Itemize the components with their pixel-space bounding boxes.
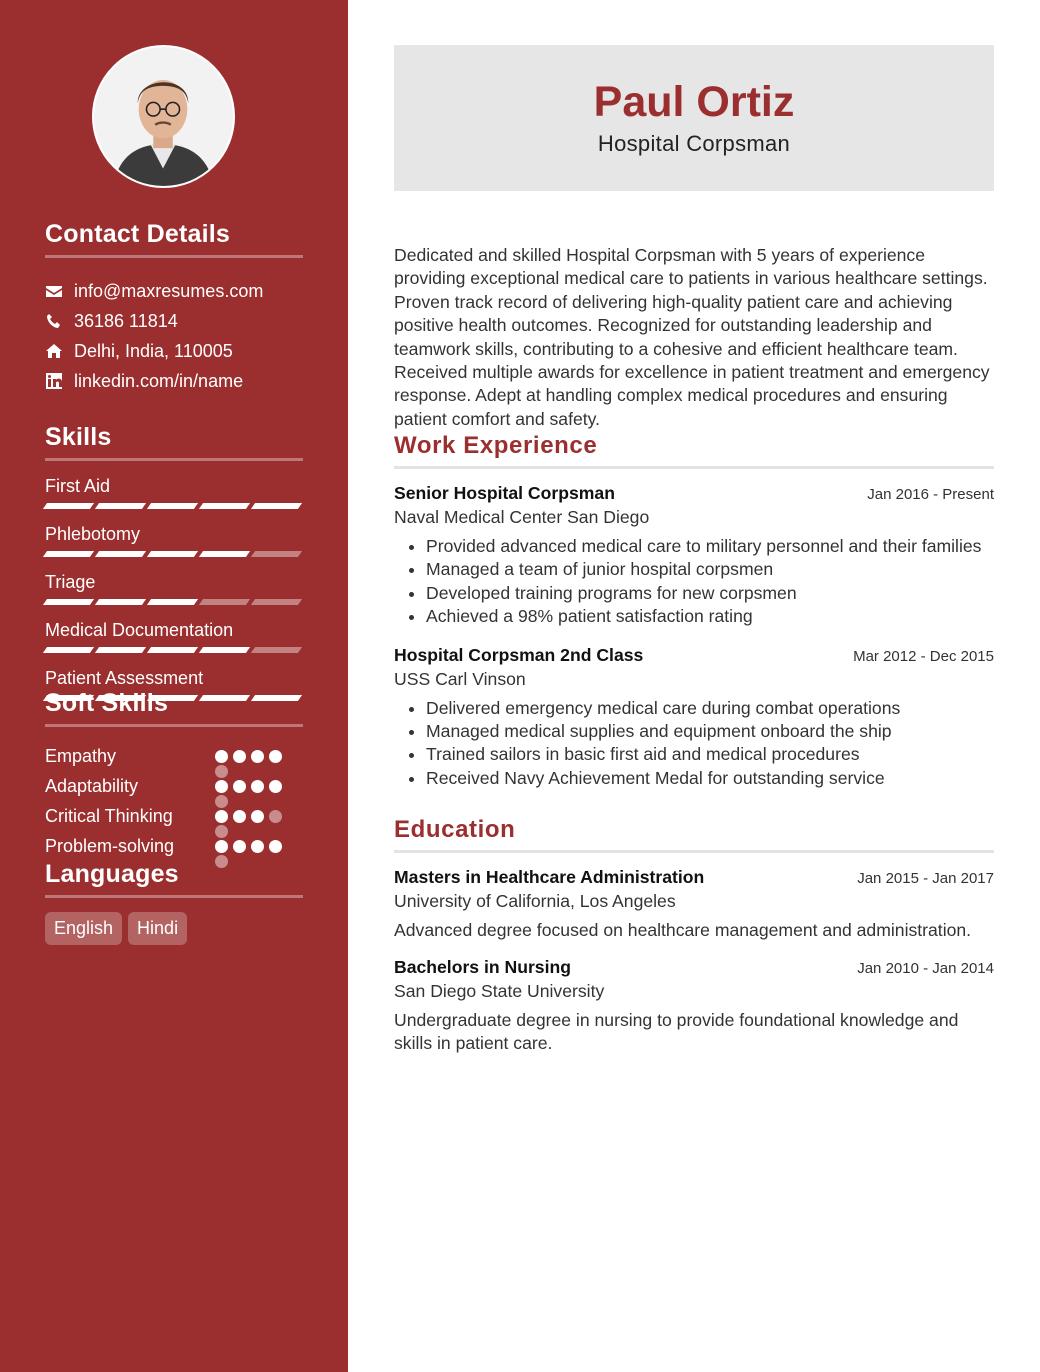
soft-skill-rating [215,780,282,793]
rating-dot [233,810,246,823]
skill-level-segment [43,599,94,605]
rating-dot [215,840,228,853]
linkedin-icon [45,372,63,390]
rating-dot [269,840,282,853]
skills-heading: Skills [45,423,303,461]
soft-skill-rating [215,810,282,823]
rating-dot [251,840,264,853]
education-section [394,816,994,1056]
skill-item [45,619,303,653]
skill-item [45,475,303,509]
contact-section [45,220,303,396]
job-date: Mar 2012 - Dec 2015 [853,647,994,665]
job-bullet: • Achieved a 98% patient satisfaction rating [426,605,994,628]
work-experience-heading: Work Experience [394,432,994,469]
rating-dot [269,780,282,793]
candidate-name: Paul Ortiz [593,78,795,126]
language-tag: English [45,912,122,945]
name-header [394,45,994,191]
education-heading: Education [394,816,994,853]
profile-summary: Dedicated and skilled Hospital Corpsman with 5 years of experience providing exceptional medical care to patients in various healthcare settings. Proven track record of delivering high-quality patient care and achieving positive health outcomes. Recognized for outstanding leadership and teamwork skills, contributing to a cohesive and efficient healthcare team. Received multiple awards for excellence in patient treatment and emergency response. Adept at handling complex medical procedures and ensuring patient comfort and safety. [394,245,990,429]
skill-level-segment [43,551,94,557]
skill-level-segment [147,551,198,557]
degree-school: University of California, Los Angeles [394,891,676,911]
skill-level-segment [251,503,302,509]
soft-skills-list [45,741,303,861]
skill-name: Triage [45,572,96,592]
rating-dot [269,810,282,823]
soft-skill-item [45,741,303,771]
contact-linkedin[interactable] [45,366,303,396]
skill-level-segment [95,599,146,605]
job-bullet: • Managed a team of junior hospital corpsmen [426,558,994,581]
skill-level-segment [147,647,198,653]
degree-date: Jan 2015 - Jan 2017 [857,870,994,887]
contact-heading: Contact Details [45,220,303,258]
degree-title: Bachelors in Nursing [394,956,571,977]
rating-dot [251,810,264,823]
contact-linkedin-text: linkedin.com/in/name [74,370,244,391]
job-bullet: • Received Navy Achievement Medal for outstanding service [426,767,994,790]
skills-list [45,475,303,701]
rating-dot [215,780,228,793]
skill-level-segment [43,503,94,509]
soft-skill-name: Problem-solving [45,835,175,856]
job-entry [394,483,994,629]
skill-level-segment [251,599,302,605]
job-bullet: • Provided advanced medical care to military personnel and their families [426,535,994,558]
skill-level-segment [199,503,250,509]
contact-list [45,276,303,396]
skill-level-bar [45,647,303,653]
job-bullet: • Managed medical supplies and equipment onboard the ship [426,720,994,743]
skills-section [45,423,303,701]
rating-dot [251,780,264,793]
skill-level-bar [45,599,303,605]
skill-level-segment [43,647,94,653]
job-title: Hospital Corpsman 2nd Class [394,644,644,665]
soft-skill-name: Critical Thinking [45,805,173,826]
work-experience-section [394,432,994,790]
skill-item [45,523,303,557]
soft-skills-section [45,689,303,861]
rating-dot [233,840,246,853]
rating-dot [233,780,246,793]
rating-dot [215,810,228,823]
skill-name: Phlebotomy [45,524,141,544]
soft-skill-name: Adaptability [45,775,139,796]
contact-email[interactable] [45,276,303,306]
skill-level-segment [199,647,250,653]
skill-level-segment [95,503,146,509]
home-icon [45,342,63,360]
soft-skill-name: Empathy [45,745,117,766]
skill-name: First Aid [45,476,111,496]
education-entry [394,957,994,1056]
degree-school: San Diego State University [394,980,605,1001]
sidebar [0,0,348,1372]
job-bullets [394,535,994,629]
skill-level-segment [147,503,198,509]
job-bullet: • Developed training programs for new corpsmen [426,582,994,605]
phone-icon [45,312,63,330]
rating-dot [269,750,282,763]
degree-description: Advanced degree focused on healthcare management and administration. [394,920,972,940]
languages-section [45,860,303,945]
job-date: Jan 2016 - Present [867,486,994,503]
skill-level-segment [95,647,146,653]
skill-name: Medical Documentation [45,620,234,640]
profile-photo [94,47,233,186]
degree-description: Undergraduate degree in nursing to provide foundational knowledge and skills in patient care. [394,1009,959,1054]
skill-level-segment [251,551,302,557]
contact-phone-text: 36186 11814 [74,310,178,331]
job-entry [394,645,994,791]
soft-skills-heading: Soft Skills [45,689,303,727]
avatar [92,45,235,188]
education-entry [394,867,994,943]
rating-dot [215,750,228,763]
contact-address-text: Delhi, India, 110005 [74,340,233,361]
contact-address [45,336,303,366]
soft-skill-rating [215,840,282,853]
soft-skill-item [45,801,303,831]
rating-dot [233,750,246,763]
envelope-icon [45,282,63,300]
skill-level-bar [45,551,303,557]
job-title: Senior Hospital Corpsman [394,483,615,503]
skill-level-segment [147,599,198,605]
skill-item [45,571,303,605]
job-bullet: • Delivered emergency medical care during combat operations [426,697,994,720]
language-tag: Hindi [128,912,187,945]
rating-dot [251,750,264,763]
soft-skill-rating [215,750,282,763]
skill-level-segment [251,647,302,653]
job-org: USS Carl Vinson [394,668,526,689]
languages-heading: Languages [45,860,303,898]
skill-level-bar [45,503,303,509]
candidate-title: Hospital Corpsman [597,131,791,156]
skill-level-segment [95,551,146,557]
languages-list [45,912,303,945]
skill-level-segment [199,551,250,557]
job-org: Naval Medical Center San Diego [394,507,650,527]
skill-name: Patient Assessment [45,668,204,688]
job-bullets [394,697,994,791]
soft-skill-item [45,831,303,861]
job-bullet: • Trained sailors in basic first aid and medical procedures [426,743,994,766]
soft-skill-item [45,771,303,801]
degree-date: Jan 2010 - Jan 2014 [857,959,994,977]
contact-phone[interactable] [45,306,303,336]
contact-email-text: info@maxresumes.com [74,280,264,301]
skill-level-segment [199,599,250,605]
degree-title: Masters in Healthcare Administration [394,867,705,887]
